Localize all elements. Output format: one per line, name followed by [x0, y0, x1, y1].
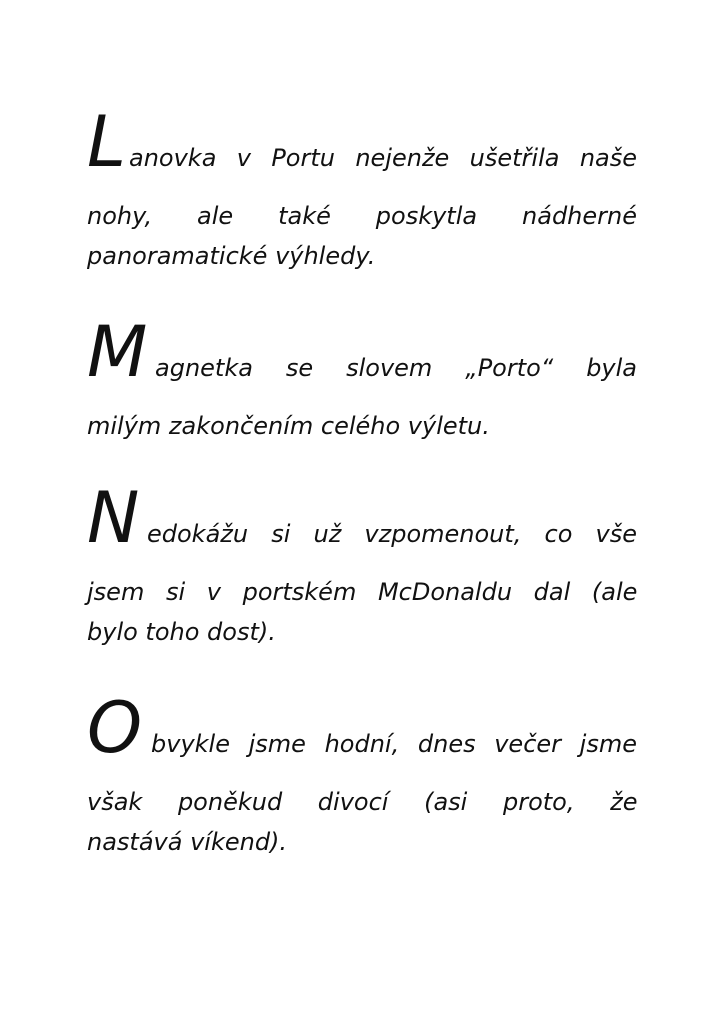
- paragraph-m: [87, 311, 637, 441]
- drop-cap-m: M: [87, 311, 148, 393]
- paragraph-line: nohy, ale také poskytla nádherné: [87, 202, 637, 230]
- paragraph-line: však poněkud divocí (asi proto, že: [87, 788, 638, 816]
- drop-cap-l: L: [87, 101, 126, 183]
- drop-cap-n: N: [87, 477, 140, 559]
- paragraph-n: [87, 477, 638, 647]
- paragraph-line: anovka v Portu nejenže ušetřila naše: [129, 144, 637, 172]
- drop-cap-o: O: [87, 687, 143, 769]
- paragraph-line: milým zakončením celého výletu.: [87, 412, 490, 440]
- paragraph-line: panoramatické výhledy.: [87, 242, 376, 270]
- paragraph-line: nastává víkend).: [87, 828, 288, 856]
- paragraph-line: agnetka se slovem „Porto“ byla: [155, 354, 637, 382]
- paragraph-o: [87, 687, 638, 857]
- paragraph-l: [87, 101, 637, 271]
- paragraph-line: jsem si v portském McDonaldu dal (ale: [87, 578, 638, 606]
- paragraph-line: bvykle jsme hodní, dnes večer jsme: [151, 730, 637, 758]
- paragraph-line: bylo toho dost).: [87, 618, 276, 646]
- paragraph-line: edokážu si už vzpomenout, co vše: [147, 520, 637, 548]
